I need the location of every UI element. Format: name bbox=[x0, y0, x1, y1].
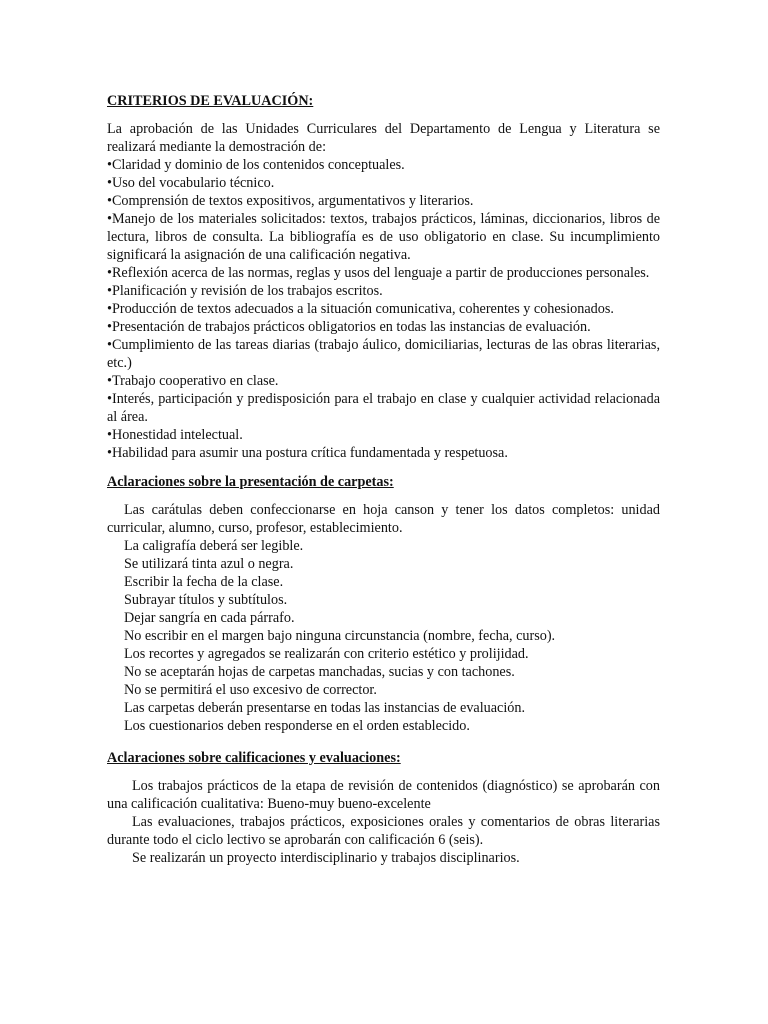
calificaciones-paragraph: Los trabajos prácticos de la etapa de revisión de contenidos (diagnóstico) se aprobarán con una calificación cualitativa: Bueno-muy bueno-excelente bbox=[107, 778, 660, 812]
carpetas-line: Las carpetas deberán presentarse en todas las instancias de evaluación. bbox=[124, 700, 526, 716]
criterio-item: •Uso del vocabulario técnico. bbox=[107, 175, 275, 191]
calificaciones-heading: Aclaraciones sobre calificaciones y evaluaciones: bbox=[107, 750, 401, 766]
criterios-intro: La aprobación de las Unidades Curriculares del Departamento de Lengua y Literatura se realizará mediante la demostración de: bbox=[107, 121, 660, 155]
criterio-item: •Claridad y dominio de los contenidos conceptuales. bbox=[107, 157, 405, 173]
criterio-item: •Planificación y revisión de los trabajos escritos. bbox=[107, 283, 383, 299]
carpetas-line: No escribir en el margen bajo ninguna circunstancia (nombre, fecha, curso). bbox=[124, 628, 556, 644]
calificaciones-paragraph: Las evaluaciones, trabajos prácticos, exposiciones orales y comentarios de obras literarias durante todo el ciclo lectivo se aprobarán con calificación 6 (seis). bbox=[107, 814, 660, 848]
carpetas-line: Se utilizará tinta azul o negra. bbox=[124, 556, 294, 572]
criterio-item: •Reflexión acerca de las normas, reglas y usos del lenguaje a partir de producciones personales. bbox=[107, 265, 650, 281]
criterio-item: •Manejo de los materiales solicitados: textos, trabajos prácticos, láminas, diccionarios, libros de lectura, libros de consulta. La bibliografía es de uso obligatorio en clase. Su incumplimiento significará la asignación de una calificación negativa. bbox=[107, 211, 660, 263]
criterio-item: •Presentación de trabajos prácticos obligatorios en todas las instancias de evaluación. bbox=[107, 319, 591, 335]
carpetas-line: Escribir la fecha de la clase. bbox=[124, 574, 284, 590]
carpetas-line: La caligrafía deberá ser legible. bbox=[124, 538, 304, 554]
document-content bbox=[107, 92, 660, 867]
criterio-item: •Trabajo cooperativo en clase. bbox=[107, 373, 279, 389]
criterio-item: •Comprensión de textos expositivos, argumentativos y literarios. bbox=[107, 193, 474, 209]
carpetas-line: No se aceptarán hojas de carpetas manchadas, sucias y con tachones. bbox=[124, 664, 515, 680]
criterio-item: •Honestidad intelectual. bbox=[107, 427, 243, 443]
criterio-item: •Cumplimiento de las tareas diarias (trabajo áulico, domiciliarias, lecturas de las obras literarias, etc.) bbox=[107, 337, 660, 371]
carpetas-line: No se permitirá el uso excesivo de corrector. bbox=[124, 682, 377, 698]
carpetas-heading: Aclaraciones sobre la presentación de carpetas: bbox=[107, 474, 394, 490]
carpetas-line: Los cuestionarios deben responderse en el orden establecido. bbox=[124, 718, 470, 734]
carpetas-line: Los recortes y agregados se realizarán con criterio estético y prolijidad. bbox=[124, 646, 529, 662]
criterios-heading: CRITERIOS DE EVALUACIÓN: bbox=[107, 93, 314, 109]
criterio-item: •Interés, participación y predisposición para el trabajo en clase y cualquier actividad relacionada al área. bbox=[107, 391, 660, 425]
criterio-item: •Producción de textos adecuados a la situación comunicativa, coherentes y cohesionados. bbox=[107, 301, 614, 317]
criterio-item: •Habilidad para asumir una postura crítica fundamentada y respetuosa. bbox=[107, 445, 508, 461]
carpetas-line: Dejar sangría en cada párrafo. bbox=[124, 610, 295, 626]
calificaciones-paragraph: Se realizarán un proyecto interdisciplinario y trabajos disciplinarios. bbox=[132, 850, 520, 866]
carpetas-first-paragraph: Las carátulas deben confeccionarse en hoja canson y tener los datos completos: unidad curricular, alumno, curso, profesor, establecimiento. bbox=[107, 502, 660, 536]
carpetas-line: Subrayar títulos y subtítulos. bbox=[124, 592, 288, 608]
